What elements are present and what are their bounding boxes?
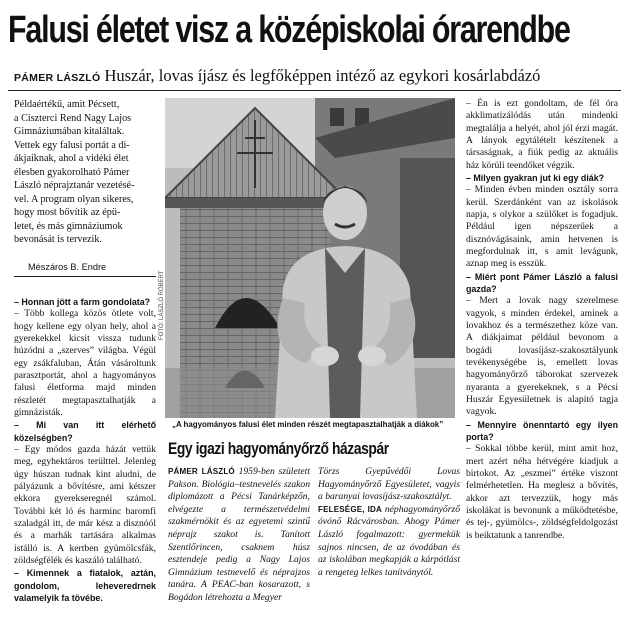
interview-question: – Kimennek a fiatalok, aztán, gondolom, leheveredrnek valamelyik fa tövébe. bbox=[14, 568, 156, 604]
box-name-caps: FELESÉGE, IDA bbox=[318, 504, 382, 514]
box-paragraph bbox=[318, 466, 460, 504]
subline-author: PÁMER LÁSZLÓ bbox=[14, 72, 101, 84]
intro-line: Gimnáziumában kitaláltak. bbox=[14, 126, 125, 137]
interview-question: – Miért pont Pámer László a falusi gazda? bbox=[466, 271, 618, 295]
box-text: néphagyományőrző óvónő Rácvárosban. Ahogy Pámer László fogalmazott: gyermekük sajnos nincsen, de az óvodában és az iskolában megkapják a kárpótlást a rengeteg lelkes tanítványtól. bbox=[318, 503, 460, 578]
intro-line: bevonását is tervezik. bbox=[14, 234, 102, 245]
interview-column-right bbox=[466, 98, 618, 542]
box-paragraph bbox=[318, 504, 460, 580]
interview-answer: – Minden évben minden osztály sorra kerül. Szerdánként van az iskolások napja, s olykor a szülőket is fogadjuk. Például igen népszerűek a disznóvágásaink, amin hetvenen is megfordulnak itt, s amit levágunk, aznap meg is esszük. bbox=[466, 184, 618, 270]
intro-line: a Ciszterci Rend Nagy Lajos bbox=[14, 112, 132, 124]
intro-line: Vettek egy falusi portát a di- bbox=[14, 139, 130, 151]
photo-caption: „A hagyományos falusi élet minden részét megtapasztalhatják a diákok” bbox=[172, 420, 444, 429]
intro-line: László néprajztanár vezetésé- bbox=[14, 180, 135, 191]
box-text-left bbox=[168, 466, 310, 605]
intro-line: ákjaiknak, ahol a vidéki élet bbox=[14, 153, 129, 164]
interview-question: – Milyen gyakran jut ki egy diák? bbox=[466, 173, 605, 184]
box-text: Törzs Gyepűvédői Lovas Hagyományőrző Egyesületet, vagyis a baranyai lovasíjász-szakosztályt. bbox=[318, 466, 460, 503]
intro-line: letet, és más gimnáziumok bbox=[14, 220, 123, 232]
box-text-right bbox=[318, 466, 460, 579]
interview-question: – Mi van itt elérhető közelségben? bbox=[14, 420, 156, 443]
box-title: Egy igazi hagyományőrző házaspár bbox=[168, 440, 389, 458]
header-rule bbox=[8, 90, 621, 91]
intro-line: élesben gyakorolható Pámer bbox=[14, 166, 130, 178]
interview-question: – Honnan jött a farm gondolata? bbox=[14, 297, 151, 307]
interview-answer: – Egy módos gazda házát vettük meg, egyhektáros terülttel. Jelenleg úgy húszan tudnak kint aludni, de pályázunk a bővítésre, ami kétszer ekkora gyerekseregnél számol. További két ló és harminc baromfi szaladgál itt, de már kész a disznóól és a marhák tartására alkalmas istálló is. A kertben gyümölcsfák, zöldségfélék és kaszáló található. bbox=[14, 443, 156, 567]
intro-lead bbox=[14, 98, 156, 247]
interview-question: – Mennyire önenntartó egy ilyen porta? bbox=[466, 419, 618, 443]
interview-answer: – Mert a lovak nagy szerelmese vagyok, s minden érdekel, aminek a lovakhoz és a természethez köze van. A diákjaimat például bevonom a bogádi lovasíjász-szakosztályunk tevékenységébe is, emellett lovas hagyományőrző táborokat szervezek nyaranta a gyerekeknek, s a Pécsi Huszár Egyesületnek is alapító tagja vagyok. bbox=[466, 295, 618, 418]
intro-line: vel. A program olyan sikeres, bbox=[14, 193, 134, 205]
interview-answer: – Én is ezt gondoltam, de fél óra akklimatizálódás után mindenki megtalálja a helyét, ahol jól érzi magát. A lányok egytálételt készítenek a társaságnak, a fiúk pedig az aktuális ház körüli teendőket végzik. bbox=[466, 98, 618, 171]
interview-answer: – Sokkal többe kerül, mint amit hoz, mert azért néha hétvégére kiadjuk a birtokot. Az „eszmei” értéke viszont felmérhetetlen. Ha meglesz a bővítés, akkor azt tervezzük, hogy más iskolákat is bevonunk a működtetésbe, és tej-, gyümölcs-, zöldségfeldolgozást is beiktatunk a tanrendbe. bbox=[466, 443, 618, 541]
headline: Falusi életet visz a középiskolai órarendbe bbox=[8, 9, 570, 51]
interview-answer: – Több kollega közös ötlete volt, hogy kellene egy olyan hely, ahol a gyerekekkel kicsit vissza tudunk húzódni a „szerves” világba. Végül egy zsákfaluban, Átán vásároltunk parasztportát, ahol a hagyományos falusi életforma majd minden részletét megtapasztalhatják a gimnázisták. bbox=[14, 308, 156, 419]
photo-credit: FOTÓ: LÁSZLÓ RÓBERT bbox=[159, 270, 165, 340]
interview-column-left bbox=[14, 296, 156, 604]
subline-text: Huszár, lovas íjász és legfőképpen intéző az egykori kosárlabdázó bbox=[104, 66, 541, 85]
intro-line: Példaértékű, amit Pécsett, bbox=[14, 99, 120, 110]
photo-farm-gazda bbox=[165, 98, 455, 418]
intro-line: hogy most bővítik az épü- bbox=[14, 207, 121, 218]
subheadline bbox=[14, 66, 626, 88]
article-author: Mészáros B. Endre bbox=[28, 262, 107, 272]
box-text: 1959-ben született Pakson. Biológia–testnevelés szakon diplomázott a Pécsi Tanárképzőn, elvégezte a természetvédelmi szakmérnökit és az egyetemi szintű néprajz szakot is. Tanított Szentlőrincen, csaknem húsz esztendeje pedig a Nagy Lajos Gimnázium testnevelő és néprajzos tanára. A PEAC-ban kosarazott, s Bogádon létrehozta a Megyer bbox=[168, 466, 310, 603]
box-paragraph bbox=[168, 466, 310, 605]
intro-rule bbox=[14, 276, 156, 277]
box-name-caps: PÁMER LÁSZLÓ bbox=[168, 467, 235, 476]
